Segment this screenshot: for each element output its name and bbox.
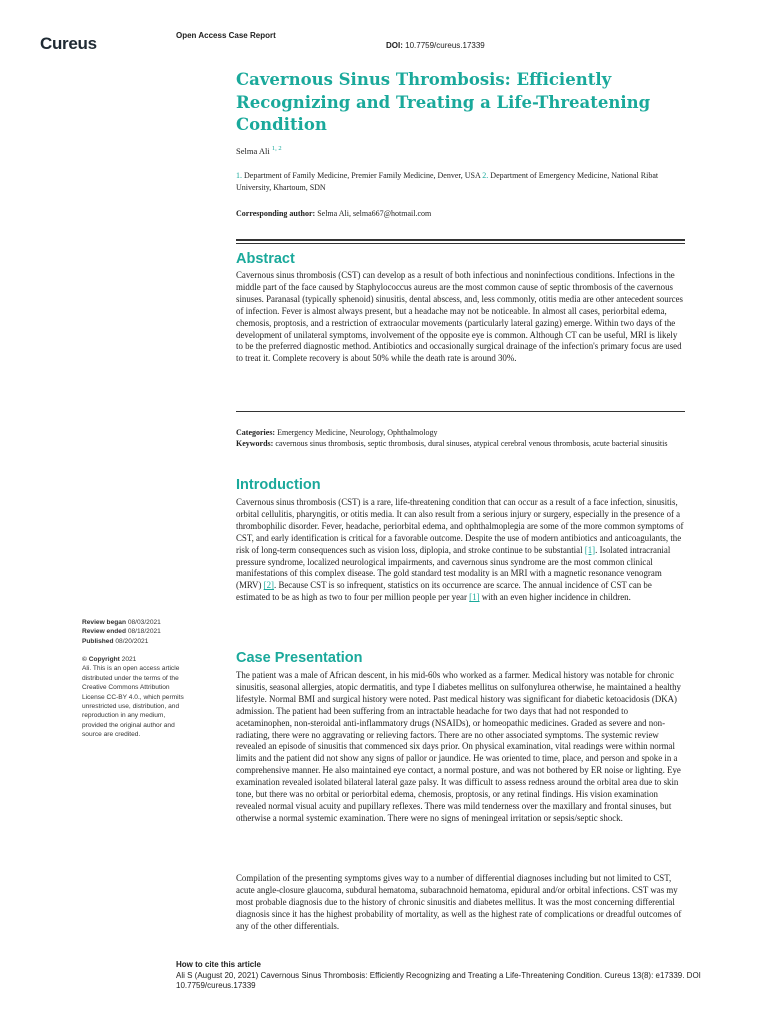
citation-link-2[interactable]: [2]	[263, 580, 274, 591]
doi-value[interactable]: 10.7759/cureus.17339	[405, 41, 485, 50]
copyright-label: © Copyright	[82, 656, 120, 663]
intro-text-4: with an even higher incidence in children.	[479, 592, 631, 603]
divider-thick	[236, 239, 685, 241]
affiliations	[236, 170, 686, 194]
citation-link-3[interactable]: [1]	[469, 592, 480, 603]
abstract-heading: Abstract	[236, 251, 295, 267]
introduction-heading: Introduction	[236, 477, 321, 493]
corresponding-label: Corresponding author:	[236, 209, 316, 218]
divider-thin	[236, 243, 685, 244]
affil-num-2: 2.	[482, 171, 489, 180]
cite-text: Ali S (August 20, 2021) Cavernous Sinus Thrombosis: Efficiently Recognizing and Treating a Life-Threatening Condition. Cureus 13(8): e17339. DOI 10.7759/cureus.17339	[176, 970, 701, 990]
review-ended-label: Review ended	[82, 628, 126, 636]
cite-heading: How to cite this article	[176, 960, 261, 969]
published-date: 08/20/2021	[115, 637, 149, 645]
categories-value: Emergency Medicine, Neurology, Ophthalmology	[277, 428, 438, 437]
keywords-line	[236, 438, 686, 449]
author-name[interactable]: Selma Ali	[236, 145, 270, 156]
keywords-value: cavernous sinus thrombosis, septic thrombosis, dural sinuses, atypical cerebral venous thrombosis, acute bacterial sinusitis	[275, 439, 668, 448]
categories-keywords	[236, 427, 686, 449]
affil-2: Department of Emergency Medicine, National Ribat University, Khartoum, SDN	[236, 171, 659, 192]
introduction-text	[236, 497, 686, 604]
affil-num-1: 1.	[236, 171, 242, 180]
review-began-date: 08/03/2021	[127, 619, 161, 626]
review-ended	[82, 627, 192, 636]
categories-label: Categories:	[236, 428, 276, 437]
categories-line	[236, 427, 686, 438]
affil-1: Department of Family Medicine, Premier Family Medicine, Denver, USA	[244, 171, 481, 180]
review-began-label: Review began	[82, 619, 126, 626]
copyright-year: 2021	[121, 656, 137, 663]
published-label: Published	[82, 637, 114, 645]
intro-text-3: . Because CST is so infrequent, statistics on its occurrence are scarce. The annual incidence of CST can be estimated to be as high as two to four per million people per year	[236, 580, 652, 603]
copyright-line	[82, 655, 192, 664]
divider-abstract-end	[236, 411, 685, 412]
intro-text-2: . Isolated intracranial pressure syndrome, localized neurological impairments, and cavernous sinus syndrome are the most common clinical manifestations of this complex disease. The gold standard test modality is an MRI with a magnetic resonance venogram (MRV)	[236, 544, 671, 591]
license-text: Ali. This is an open access article distributed under the terms of the Creative Commons Attribution License CC-BY 4.0., which permits unrestricted use, distribution, and reproduction in any medium, provided the original author and source are credited.	[82, 665, 184, 739]
article-type: Open Access Case Report	[176, 31, 276, 40]
author-affiliation-refs[interactable]: 1, 2	[271, 145, 282, 152]
intro-text-1: Cavernous sinus thrombosis (CST) is a rare, life-threatening condition that can occur as a result of a face infection, sinusitis, orbital cellulitis, pharyngitis, or otitis media. It can also result from a serious injury or surgery, especially in the presence of a thrombophilic disorder. Fever, headache, periorbital edema, and ophthalmoplegia are some of the more common symptoms of CST, and early identification is critical for a favorable outcome. Despite the use of modern antibiotics and anticoagulants, the risk of long-term consequences such as vision loss, diplopia, and stroke continue to be substantial	[236, 497, 684, 555]
doi-header	[386, 41, 485, 50]
case-presentation-heading: Case Presentation	[236, 650, 363, 666]
case-paragraph-2: Compilation of the presenting symptoms gives way to a number of differential diagnoses including but not limited to CST, acute angle-closure glaucoma, subdural hematoma, subarachnoid hematoma, epidural and/or orbital infections. CST was my most probable diagnosis due to the history of chronic sinusitis and diabetes mellitus. It was the most concerning differential diagnosis since it has the highest probability of mortality, as well as the highest rate of complications or dreadful outcomes of any of the other differentials.	[236, 873, 682, 931]
review-began	[82, 618, 192, 627]
copyright-block	[82, 655, 192, 740]
review-ended-date: 08/18/2021	[127, 628, 161, 636]
case-paragraph-1: The patient was a male of African descent, in his mid-60s who worked as a farmer. Medical history was notable for chronic sinusitis, seasonal allergies, atopic dermatitis, and type I diabetes mellitus on sulfonylurea otherwise, he maintained a healthy lifestyle. Normal BMI and surgical history were noted. Past medical history was significant for diabetic ketoacidosis (DKA) admission. The patient had been suffering from an intractable headache for two days that had not responded to acetaminophen, non-steroidal anti-inflammatory drugs (NSAIDs), or homeopathic medicines. Graded as severe and non-radiating, there were no aggravating or relieving factors. There are no other associated symptoms. The systemic review revealed an episode of sinusitis that commenced six days prior. On physical examination, vital readings were within normal limits and the patient did not show any signs of pallor or jaundice. He was oriented to time, place, and person and spoke in a comprehensive manner. He also maintained eye contact, a normal posture, and was not bothered by ER noise or lighting. Eye examination revealed isolated bilateral lateral gaze palsy. It was difficult to assess redness around the orbital area due to skin tone, but there was no orbital or periorbital edema, chemosis, proptosis, or any retinal findings. His vision examination revealed normal visual acuity and pupillary reflexes. There was mild tenderness over the maxillary and frontal sinuses, but otherwise a normal systemic examination. There were no signs of meningeal irritation or sepsis/septic shock.	[236, 670, 681, 823]
corresponding-author	[236, 209, 431, 218]
published	[82, 637, 192, 646]
corresponding-value[interactable]: Selma Ali, selma667@hotmail.com	[317, 209, 432, 218]
review-dates	[82, 618, 192, 646]
keywords-label: Keywords:	[236, 439, 274, 448]
how-to-cite	[176, 960, 736, 992]
doi-label: DOI:	[386, 41, 403, 50]
article-title: Cavernous Sinus Thrombosis: Efficiently Recognizing and Treating a Life-Threatening Condition	[236, 70, 651, 134]
citation-link-1[interactable]: [1]	[584, 544, 596, 555]
journal-logo: Cureus	[40, 34, 97, 53]
author-line	[236, 145, 282, 156]
abstract-text: Cavernous sinus thrombosis (CST) can develop as a result of both infectious and noninfectious conditions. Infections in the middle part of the face caused by Staphylococcus aureus are the most common cause of septic thrombosis of the cavernous sinuses. Paranasal (typically sphenoid) sinusitis, dental abscess, and, less commonly, otitis media are other antecedent sources of infection. Fever is almost always present, but a headache may not be noticeable. In almost all cases, periorbital edema, chemosis, proptosis, and a restriction of extraocular movements (particularly lateral gazing) emerge. Within two days of the development of unilateral symptoms, involvement of the opposite eye is common. Although CT can be useful, MRI is likely to be the preferred diagnostic method. Antibiotics and occasionally surgical drainage of the infection's primary focus are used to treat it. Complete recovery is about 50% while the death rate is around 30%.	[236, 270, 684, 364]
